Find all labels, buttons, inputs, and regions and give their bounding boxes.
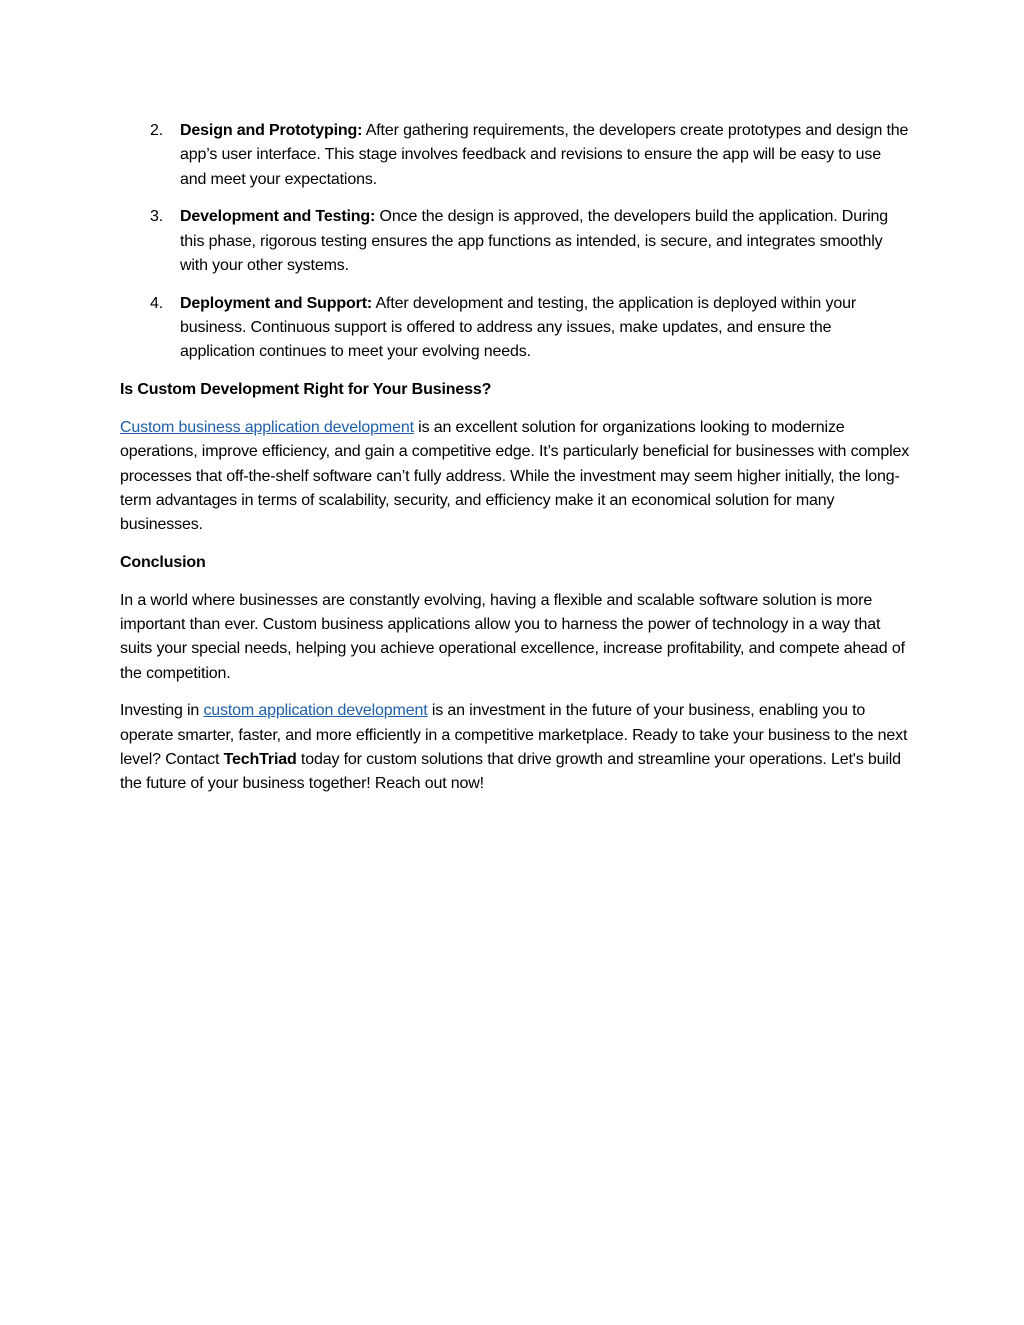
conclusion-heading: Conclusion [120,553,206,571]
step-title: Design and Prototyping: [180,122,363,139]
document-body [120,119,910,810]
list-item [120,119,910,192]
list-item [120,292,910,365]
paragraph-text: is an excellent solution for organizations looking to modernize operations, improve efficiency, and gain a competitive edge. It’s particularly beneficial for businesses with complex processes that off-the-shelf software can’t fully address. While the investment may seem higher initially, the long-term advantages in terms of scalability, security, and efficiency make it an economical solution for many businesses. [120,418,910,534]
paragraph-text: today for custom solutions that drive growth and streamline your operations. Let's build the future of your business together! Reach out now! [120,751,901,793]
conclusion-paragraph-1: In a world where businesses are constantly evolving, having a flexible and scalable software solution is more important than ever. Custom business applications allow you to harness the power of technology in a way that suits your special needs, helping you achieve operational excellence, increase profitability, and compete ahead of the competition. [120,591,905,682]
list-item [120,205,910,278]
custom-app-development-link[interactable]: custom application development [203,702,428,720]
step-text: After development and testing, the application is deployed within your business. Continuous support is offered to address any issues, make updates, and ensure the application continues to meet your evolving needs. [180,294,856,361]
step-text: After gathering requirements, the developers create prototypes and design the app’s user interface. This stage involves feedback and revisions to ensure the app will be easy to use and meet your expectations. [180,122,909,188]
step-number: 2. [150,122,164,139]
custom-development-paragraph [120,416,910,537]
step-title: Development and Testing: [180,208,376,226]
brand-name: TechTriad [223,751,297,769]
step-number: 4. [150,294,164,312]
paragraph-text: Investing in [120,702,204,720]
section-heading-custom-development: Is Custom Development Right for Your Business? [120,381,492,399]
step-number: 3. [150,208,164,226]
custom-business-app-link[interactable]: Custom business application development [120,418,414,436]
conclusion-paragraph-2 [120,699,910,796]
step-text: Once the design is approved, the developers build the application. During this phase, rigorous testing ensures the app functions as intended, is secure, and integrates smoothly with your other systems. [180,208,889,274]
process-steps-list [120,119,910,365]
step-title: Deployment and Support: [180,294,373,312]
paragraph-text: is an investment in the future of your business, enabling you to operate smarter, faster, and more efficiently in a competitive marketplace. Ready to take your business to the next level? Contact [120,702,908,769]
